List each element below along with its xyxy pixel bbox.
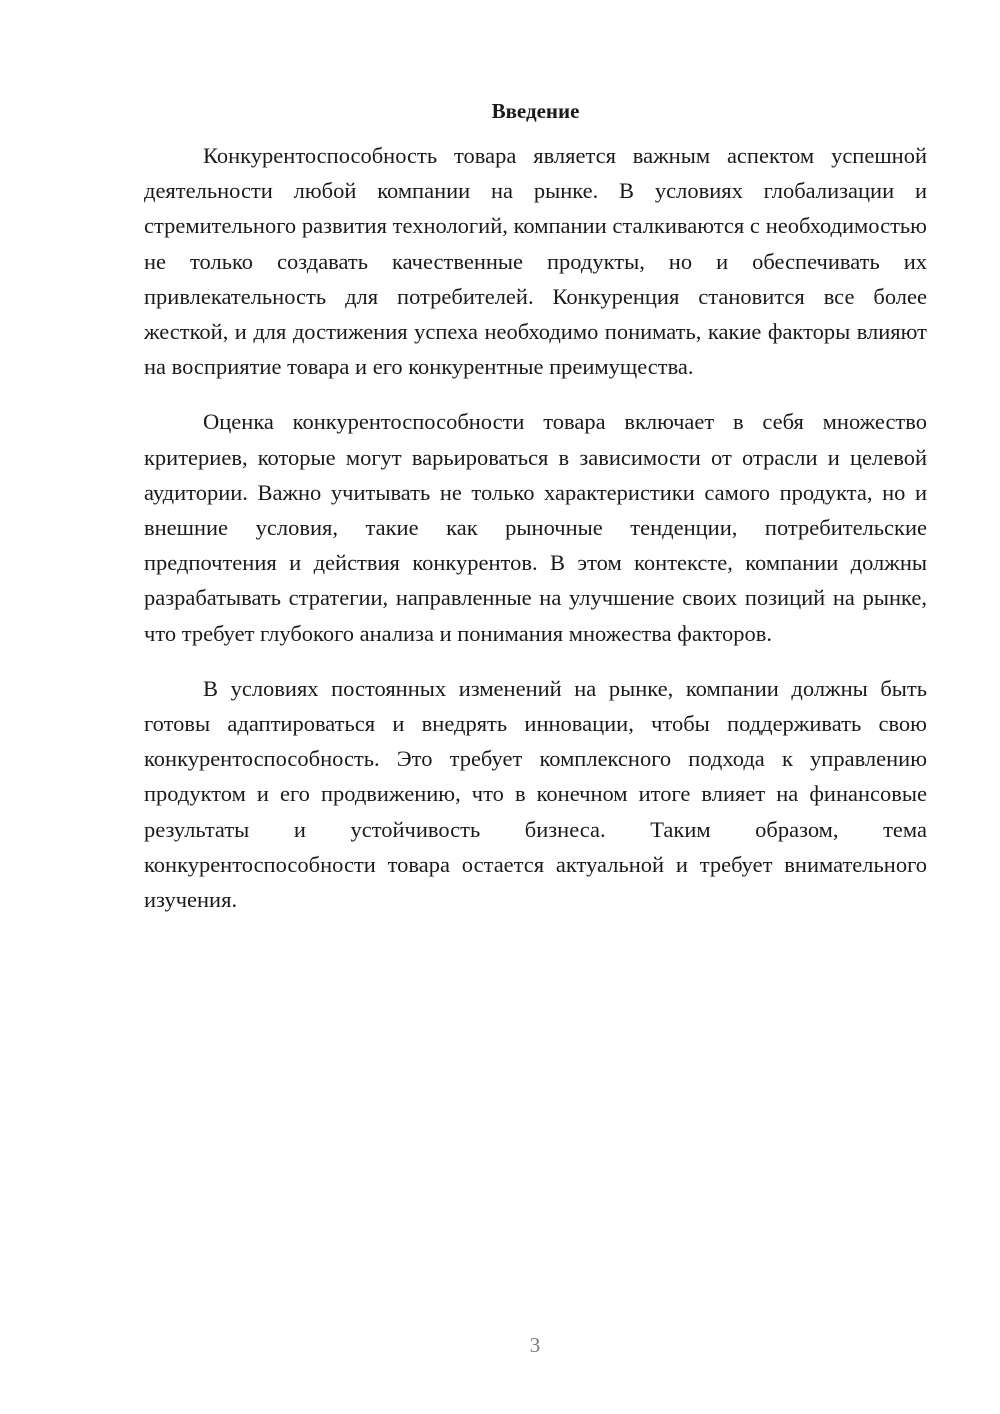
paragraph-1: Конкурентоспособность товара является важным аспектом успешной деятельности любой компании на рынке. В условиях глобализации и стремительного развития технологий, компании сталкиваются с необходимостью не только создавать качественные продукты, но и обеспечивать их привлекательность для потребителей. Конкуренция становится все более жесткой, и для достижения успеха необходимо понимать, какие факторы влияют на восприятие товара и его конкурентные преимущества.: [144, 143, 927, 380]
page-number: 3: [529, 1333, 541, 1357]
page-content: [144, 96, 927, 917]
section-heading: Введение: [491, 99, 580, 123]
paragraph-2: Оценка конкурентоспособности товара включает в себя множество критериев, которые могут варьироваться в зависимости от отрасли и целевой аудитории. Важно учитывать не только характеристики самого продукта, но и внешние условия, такие как рыночные тенденции, потребительские предпочтения и действия конкурентов. В этом контексте, компании должны разрабатывать стратегии, направленные на улучшение своих позиций на рынке, что требует глубокого анализа и понимания множества факторов.: [144, 409, 927, 646]
paragraph-3: В условиях постоянных изменений на рынке, компании должны быть готовы адаптироваться и внедрять инновации, чтобы поддерживать свою конкурентоспособность. Это требует комплексного подхода к управлению продуктом и его продвижению, что в конечном итоге влияет на финансовые результаты и устойчивость бизнеса. Таким образом, тема конкурентоспособности товара остается актуальной и требует внимательного изучения.: [144, 675, 927, 913]
